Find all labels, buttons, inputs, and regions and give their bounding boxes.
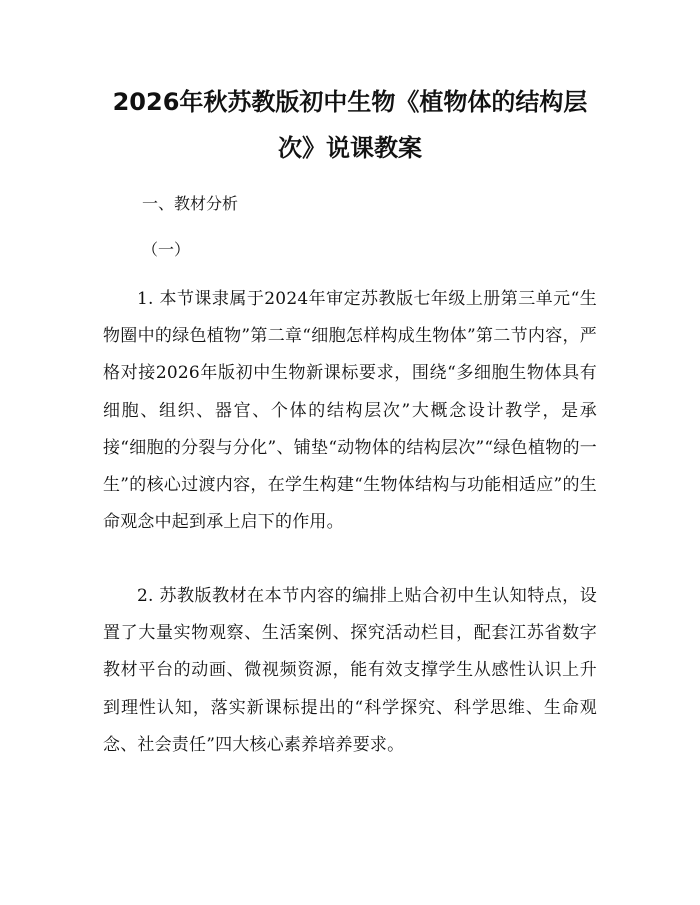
document-title-line-1: 2026年秋苏教版初中生物《植物体的结构层 — [112, 88, 588, 116]
subsection-heading: （一） — [142, 240, 191, 259]
paragraph-2: 2. 苏教版教材在本节内容的编排上贴合初中生认知特点，设置了大量实物观察、生活案例、探究活动栏目，配套江苏省数字教材平台的动画、微视频资源，能有效支撑学生从感性认识上升到理性认知，落实新课标提出的“科学探究、科学思维、生命观念、社会责任”四大核心素养培养要求。 — [103, 586, 597, 755]
section-heading: 一、教材分析 — [142, 194, 239, 213]
document-title-line-2: 次》说课教案 — [278, 134, 422, 162]
paragraph-1: 1. 本节课隶属于2024年审定苏教版七年级上册第三单元“生物圈中的绿色植物”第二章“细胞怎样构成生物体”第二节内容，严格对接2026年版初中生物新课标要求，围绕“多细胞生物体具有细胞、组织、器官、个体的结构层次”大概念设计教学，是承接“细胞的分裂与分化”、铺垫“动物体的结构层次”“绿色植物的一生”的核心过渡内容，在学生构建“生物体结构与功能相适应”的生命观念中起到承上启下的作用。 — [103, 289, 597, 533]
